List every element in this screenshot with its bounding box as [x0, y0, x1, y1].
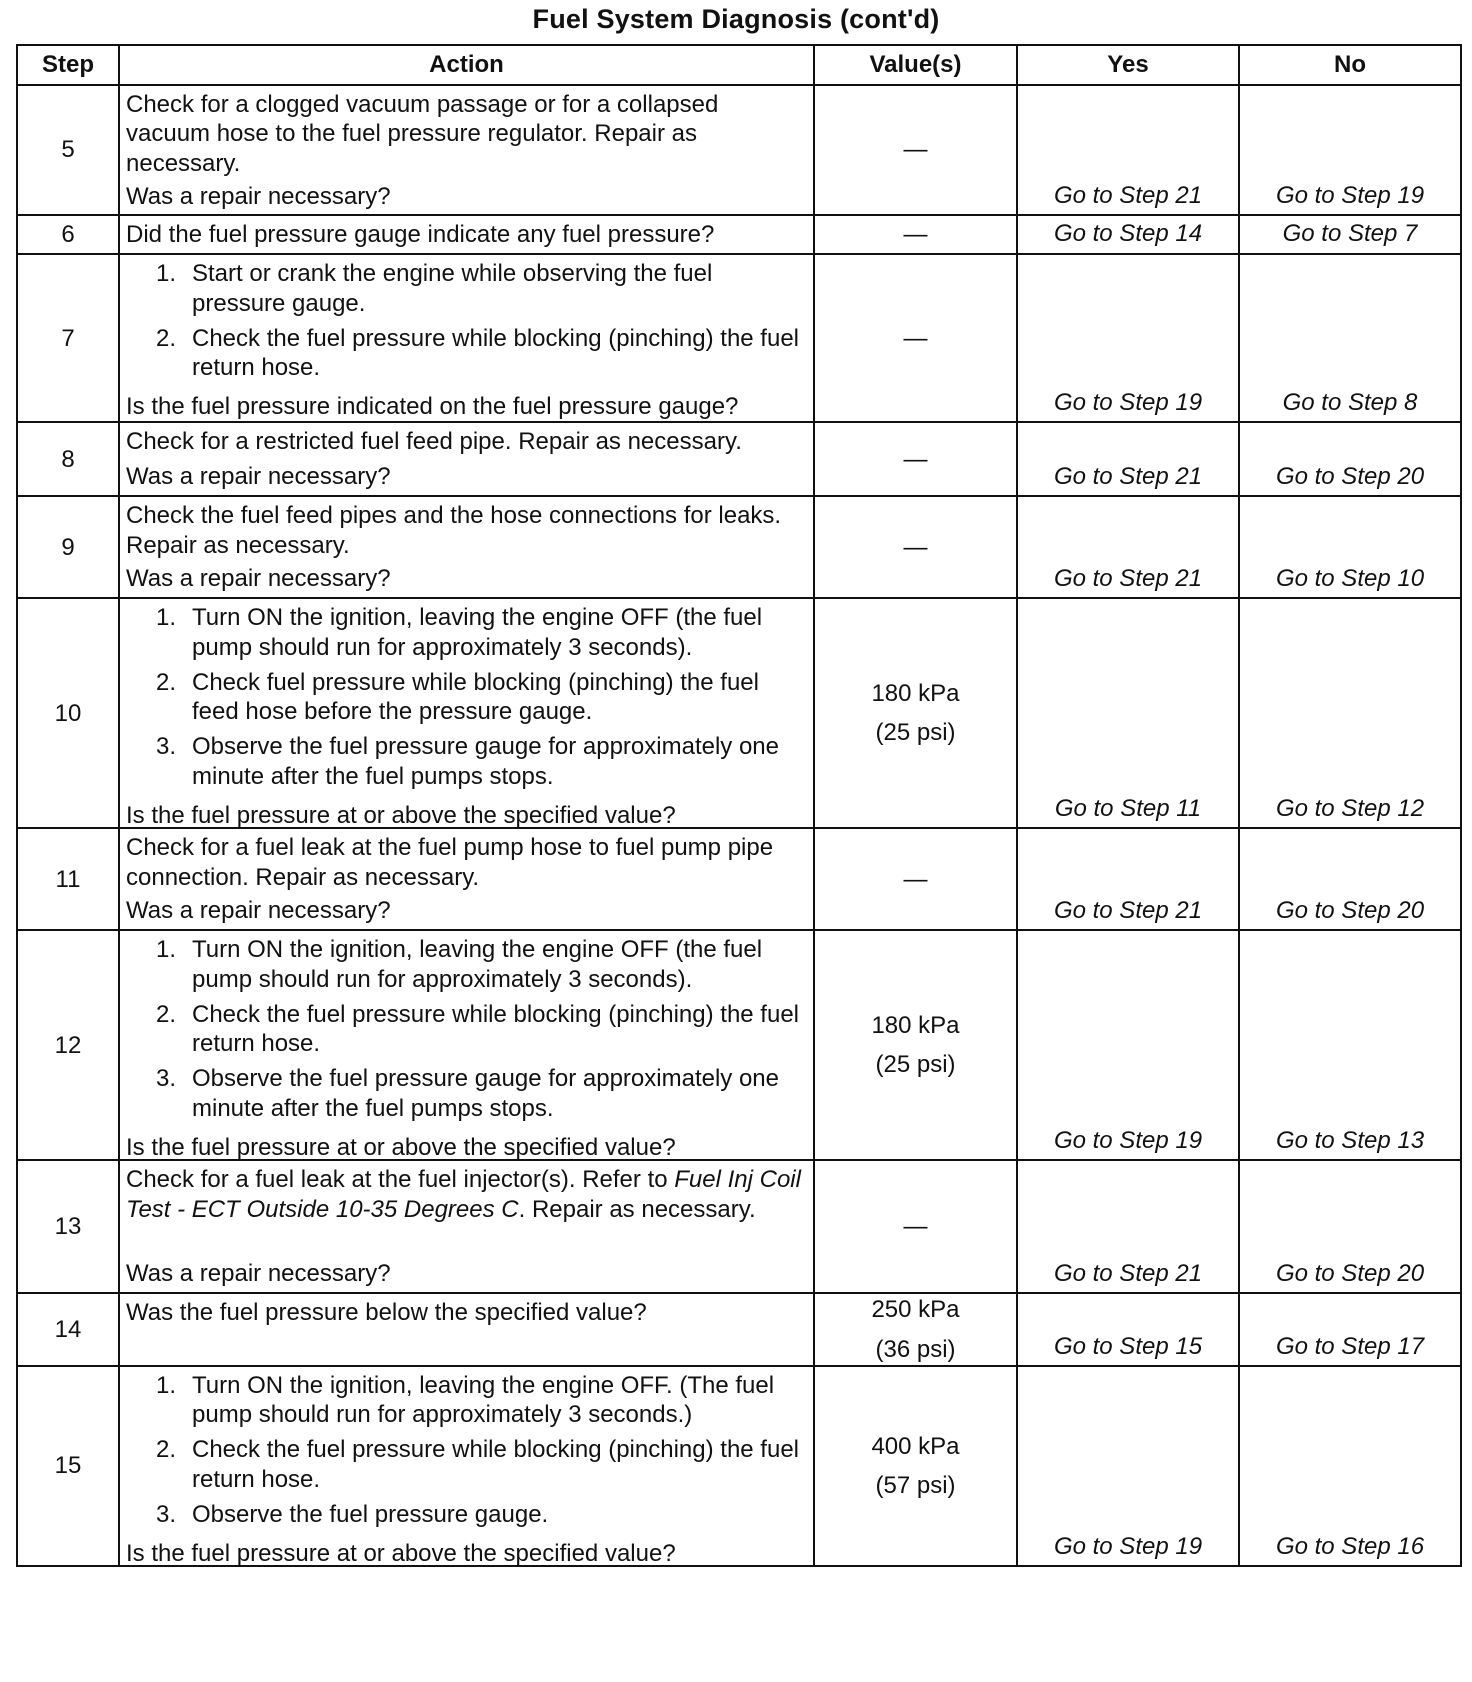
- header-action: Action: [119, 45, 814, 85]
- table-row-step-10: [17, 598, 1461, 828]
- value-psi: (36 psi): [875, 1335, 956, 1363]
- step-number: 9: [17, 496, 119, 598]
- value-cell: [814, 1160, 1017, 1293]
- list-item: 1. Turn ON the ignition, leaving the engine OFF (the fuel pump should run for approximately 3 seconds).: [156, 936, 763, 993]
- value-psi: (57 psi): [875, 1471, 956, 1499]
- value-dash: —: [903, 221, 928, 248]
- list-item: 3. Observe the fuel pressure gauge for approximately one minute after the fuel pumps stops.: [156, 1065, 780, 1122]
- action-question: Was the fuel pressure below the specified value?: [126, 1299, 647, 1327]
- list-item: 2. Check fuel pressure while blocking (pinching) the fuel feed hose before the pressure gauge.: [156, 668, 759, 726]
- yes-link[interactable]: Go to Step 21: [1017, 496, 1239, 598]
- header-values: Value(s): [814, 45, 1017, 85]
- action-question: Is the fuel pressure at or above the specified value?: [126, 1540, 676, 1568]
- action-question: Was a repair necessary?: [126, 565, 391, 592]
- value-dash: —: [903, 445, 928, 473]
- value-cell: [814, 85, 1017, 215]
- table-row-step-8: [17, 422, 1461, 496]
- table-row-step-12: [17, 930, 1461, 1160]
- action-text: Check for a clogged vacuum passage or for a collapsed vacuum hose to the fuel pressure regulator. Repair as necessary.: [126, 91, 719, 177]
- step-number: 10: [17, 598, 119, 828]
- action-cell: [119, 598, 814, 828]
- header-step: Step: [17, 45, 119, 85]
- table-row-step-7: [17, 254, 1461, 422]
- value-cell: [814, 1293, 1017, 1366]
- yes-link[interactable]: Go to Step 21: [1017, 85, 1239, 215]
- action-text: Check for a restricted fuel feed pipe. Repair as necessary.: [126, 428, 742, 456]
- action-cell: [119, 496, 814, 598]
- value-kpa: 400 kPa: [871, 1432, 960, 1460]
- header-row: [17, 45, 1461, 85]
- value-psi: (25 psi): [875, 1051, 956, 1079]
- value-psi: (25 psi): [875, 719, 956, 747]
- value-dash: —: [903, 324, 928, 352]
- no-link[interactable]: Go to Step 7: [1239, 215, 1461, 254]
- step-number: 11: [17, 828, 119, 930]
- action-question: Was a repair necessary?: [126, 463, 391, 490]
- no-link[interactable]: Go to Step 20: [1239, 422, 1461, 496]
- yes-link[interactable]: Go to Step 19: [1017, 1366, 1239, 1566]
- action-question: Was a repair necessary?: [126, 897, 391, 924]
- list-item: 2. Check the fuel pressure while blocking (pinching) the fuel return hose.: [156, 1436, 799, 1493]
- action-question: Was a repair necessary?: [126, 182, 391, 210]
- table-row-step-9: [17, 496, 1461, 598]
- no-link[interactable]: Go to Step 13: [1239, 930, 1461, 1160]
- action-steps-list: [126, 1371, 807, 1535]
- value-cell: [814, 598, 1017, 828]
- list-item: 3. Observe the fuel pressure gauge.: [156, 1500, 549, 1528]
- action-question: Is the fuel pressure at or above the specified value?: [126, 801, 676, 829]
- value-cell: [814, 496, 1017, 598]
- no-link[interactable]: Go to Step 17: [1239, 1293, 1461, 1366]
- list-item: 3. Observe the fuel pressure gauge for approximately one minute after the fuel pumps stops.: [156, 733, 780, 790]
- value-kpa: 250 kPa: [871, 1296, 960, 1324]
- action-question: Was a repair necessary?: [126, 1260, 391, 1287]
- reference-link[interactable]: Fuel Inj Coil Test - ECT Outside 10-35 Degrees C: [126, 1166, 801, 1223]
- action-steps-list: [126, 259, 807, 388]
- value-kpa: 180 kPa: [871, 680, 960, 707]
- value-kpa: 180 kPa: [871, 1012, 960, 1039]
- yes-link[interactable]: Go to Step 19: [1017, 930, 1239, 1160]
- value-cell: [814, 828, 1017, 930]
- yes-link[interactable]: Go to Step 11: [1017, 598, 1239, 828]
- action-cell: [119, 1160, 814, 1293]
- value-dash: —: [903, 136, 928, 164]
- no-link[interactable]: Go to Step 19: [1239, 85, 1461, 215]
- value-cell: [814, 215, 1017, 254]
- table-row-step-14: [17, 1293, 1461, 1366]
- value-cell: [814, 1366, 1017, 1566]
- yes-link[interactable]: Go to Step 19: [1017, 254, 1239, 422]
- step-number: 15: [17, 1366, 119, 1566]
- action-cell: [119, 1366, 814, 1566]
- list-item: 1. Turn ON the ignition, leaving the engine OFF (the fuel pump should run for approximately 3 seconds).: [156, 604, 763, 661]
- no-link[interactable]: Go to Step 16: [1239, 1366, 1461, 1566]
- step-number: 7: [17, 254, 119, 422]
- header-yes: Yes: [1017, 45, 1239, 85]
- action-cell: [119, 254, 814, 422]
- list-item: 2. Check the fuel pressure while blocking (pinching) the fuel return hose.: [156, 324, 799, 382]
- page-title: Fuel System Diagnosis (cont'd): [532, 4, 940, 34]
- yes-link[interactable]: Go to Step 14: [1017, 215, 1239, 254]
- table-row-step-13: [17, 1160, 1461, 1293]
- action-text: Check for a fuel leak at the fuel injector(s). Refer to Fuel Inj Coil Test - ECT Outside 10-35 Degrees C. Repair as necessary.: [126, 1166, 801, 1223]
- action-cell: [119, 930, 814, 1160]
- header-no: No: [1239, 45, 1461, 85]
- action-text: Check the fuel feed pipes and the hose connections for leaks. Repair as necessary.: [126, 502, 782, 559]
- no-link[interactable]: Go to Step 12: [1239, 598, 1461, 828]
- no-link[interactable]: Go to Step 20: [1239, 828, 1461, 930]
- step-number: 8: [17, 422, 119, 496]
- no-link[interactable]: Go to Step 10: [1239, 496, 1461, 598]
- step-number: 13: [17, 1160, 119, 1293]
- yes-link[interactable]: Go to Step 21: [1017, 422, 1239, 496]
- action-question: Is the fuel pressure at or above the specified value?: [126, 1133, 676, 1161]
- action-cell: [119, 215, 814, 254]
- action-cell: [119, 85, 814, 215]
- step-number: 14: [17, 1293, 119, 1366]
- action-cell: [119, 828, 814, 930]
- list-item: 1. Start or crank the engine while observing the fuel pressure gauge.: [156, 260, 713, 317]
- value-cell: [814, 254, 1017, 422]
- table-row-step-5: [17, 85, 1461, 215]
- no-link[interactable]: Go to Step 8: [1239, 254, 1461, 422]
- step-number: 5: [17, 85, 119, 215]
- action-cell: [119, 1293, 814, 1366]
- value-dash: —: [903, 533, 928, 561]
- list-item: 1. Turn ON the ignition, leaving the engine OFF. (The fuel pump should run for approximately 3 seconds.): [156, 1371, 775, 1429]
- table-row-step-11: [17, 828, 1461, 930]
- diagnosis-table: [16, 44, 1462, 1567]
- yes-link[interactable]: Go to Step 15: [1017, 1293, 1239, 1366]
- table-row-step-6: [17, 215, 1461, 254]
- action-text: Check for a fuel leak at the fuel pump hose to fuel pump pipe connection. Repair as necessary.: [126, 834, 774, 891]
- table-row-step-15: [17, 1366, 1461, 1566]
- value-dash: —: [903, 1213, 928, 1241]
- action-cell: [119, 422, 814, 496]
- step-number: 12: [17, 930, 119, 1160]
- yes-link[interactable]: Go to Step 21: [1017, 828, 1239, 930]
- value-cell: [814, 422, 1017, 496]
- value-dash: —: [903, 865, 928, 893]
- list-item: 2. Check the fuel pressure while blocking (pinching) the fuel return hose.: [156, 1000, 799, 1058]
- action-question: Is the fuel pressure indicated on the fuel pressure gauge?: [126, 393, 739, 421]
- step-number: 6: [17, 215, 119, 254]
- no-link[interactable]: Go to Step 20: [1239, 1160, 1461, 1293]
- value-cell: [814, 930, 1017, 1160]
- action-question: Did the fuel pressure gauge indicate any fuel pressure?: [126, 221, 715, 248]
- yes-link[interactable]: Go to Step 21: [1017, 1160, 1239, 1293]
- action-steps-list: [126, 603, 807, 797]
- action-steps-list: [126, 935, 807, 1129]
